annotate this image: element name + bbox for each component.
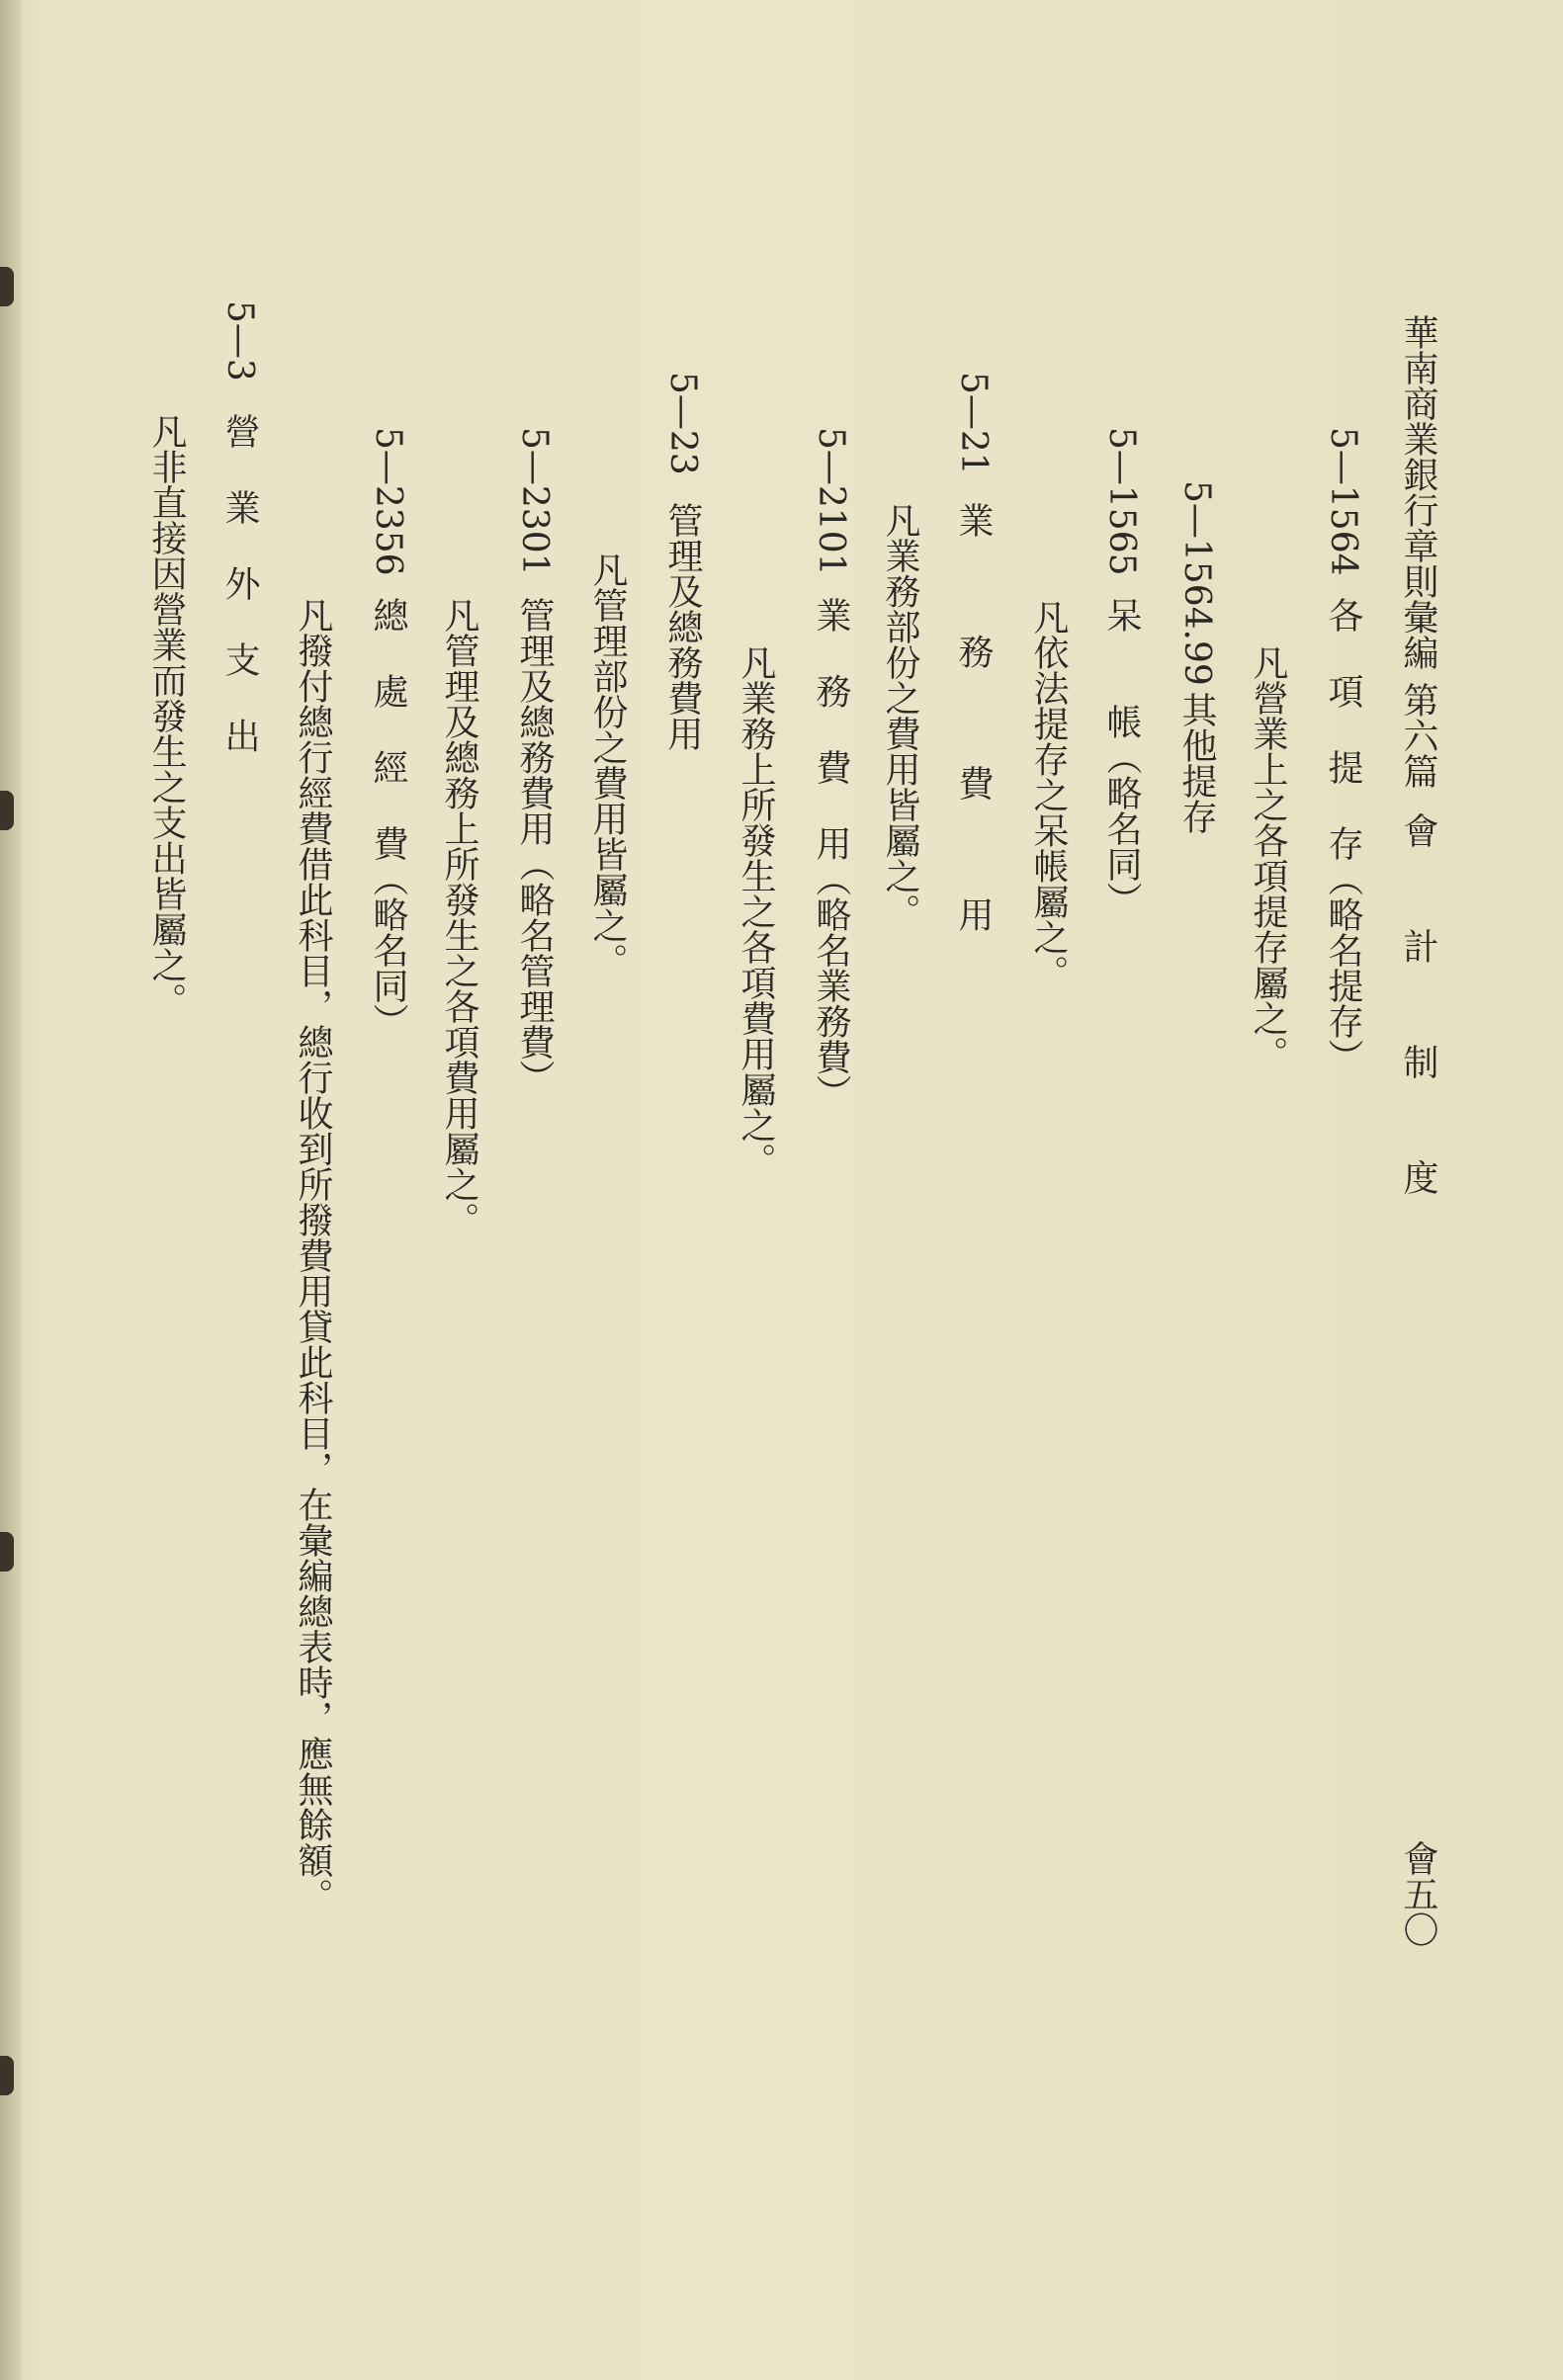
entry-title: 呆 帳（略名同） [1101,597,1142,917]
entry-title: 其他提存 [1176,692,1217,834]
entry-description: 凡依法提存之呆帳屬之。 [1028,599,1069,990]
binding-hole [0,2056,14,2095]
page-number: 會五〇 [1398,1840,1438,1947]
entry-title: 業 務 費 用（略名業務費） [811,597,851,1110]
entry-description: 凡非直接因營業而發生之支出皆屬之。 [146,413,187,1018]
entry-title: 總 處 經 費（略名同） [368,597,408,1039]
entry-description: 凡管理及總務上所發生之各項費用屬之。 [439,597,479,1237]
entry-description: 凡業務部份之費用皆屬之。 [880,502,920,929]
entry-title: 營 業 外 支 出 [219,413,260,753]
entry-title: 管理及總務費用（略名管理費） [514,597,555,1095]
part-label: 第六篇 [1398,682,1438,789]
entry-title: 業 務 費 用 [953,502,994,960]
entry-description: 凡營業上之各項提存屬之。 [1248,644,1288,1071]
binding-hole [0,791,14,830]
binding-hole [0,267,14,306]
entry-description: 凡撥付總行經費借此科目，總行收到所撥費用貸此科目，在彙編總表時，應無餘額。 [293,597,333,1913]
entry-title: 管理及總務費用 [662,502,703,751]
entry-code: 5—2301 [514,427,555,576]
entry-code: 5—2101 [811,427,851,576]
binding-hole [0,1532,14,1572]
entry-code: 5—1565 [1101,427,1142,576]
entry-code: 5—1564.99 [1176,480,1217,686]
entry-code: 5—23 [662,372,703,475]
binding-fold [0,0,22,2380]
running-title: 華南商業銀行章則彙編 [1398,314,1438,670]
entry-code: 5—21 [953,372,994,475]
entry-code: 5—3 [219,300,260,382]
chapter-title: 會 計 制 度 [1398,812,1438,1215]
entry-description: 凡管理部份之費用皆屬之。 [587,552,628,978]
entry-code: 5—1564 [1323,427,1363,576]
entry-code: 5—2356 [368,427,408,576]
entry-title: 各 項 提 存（略名提存） [1323,597,1363,1074]
entry-description: 凡業務上所發生之各項費用屬之。 [736,644,776,1178]
